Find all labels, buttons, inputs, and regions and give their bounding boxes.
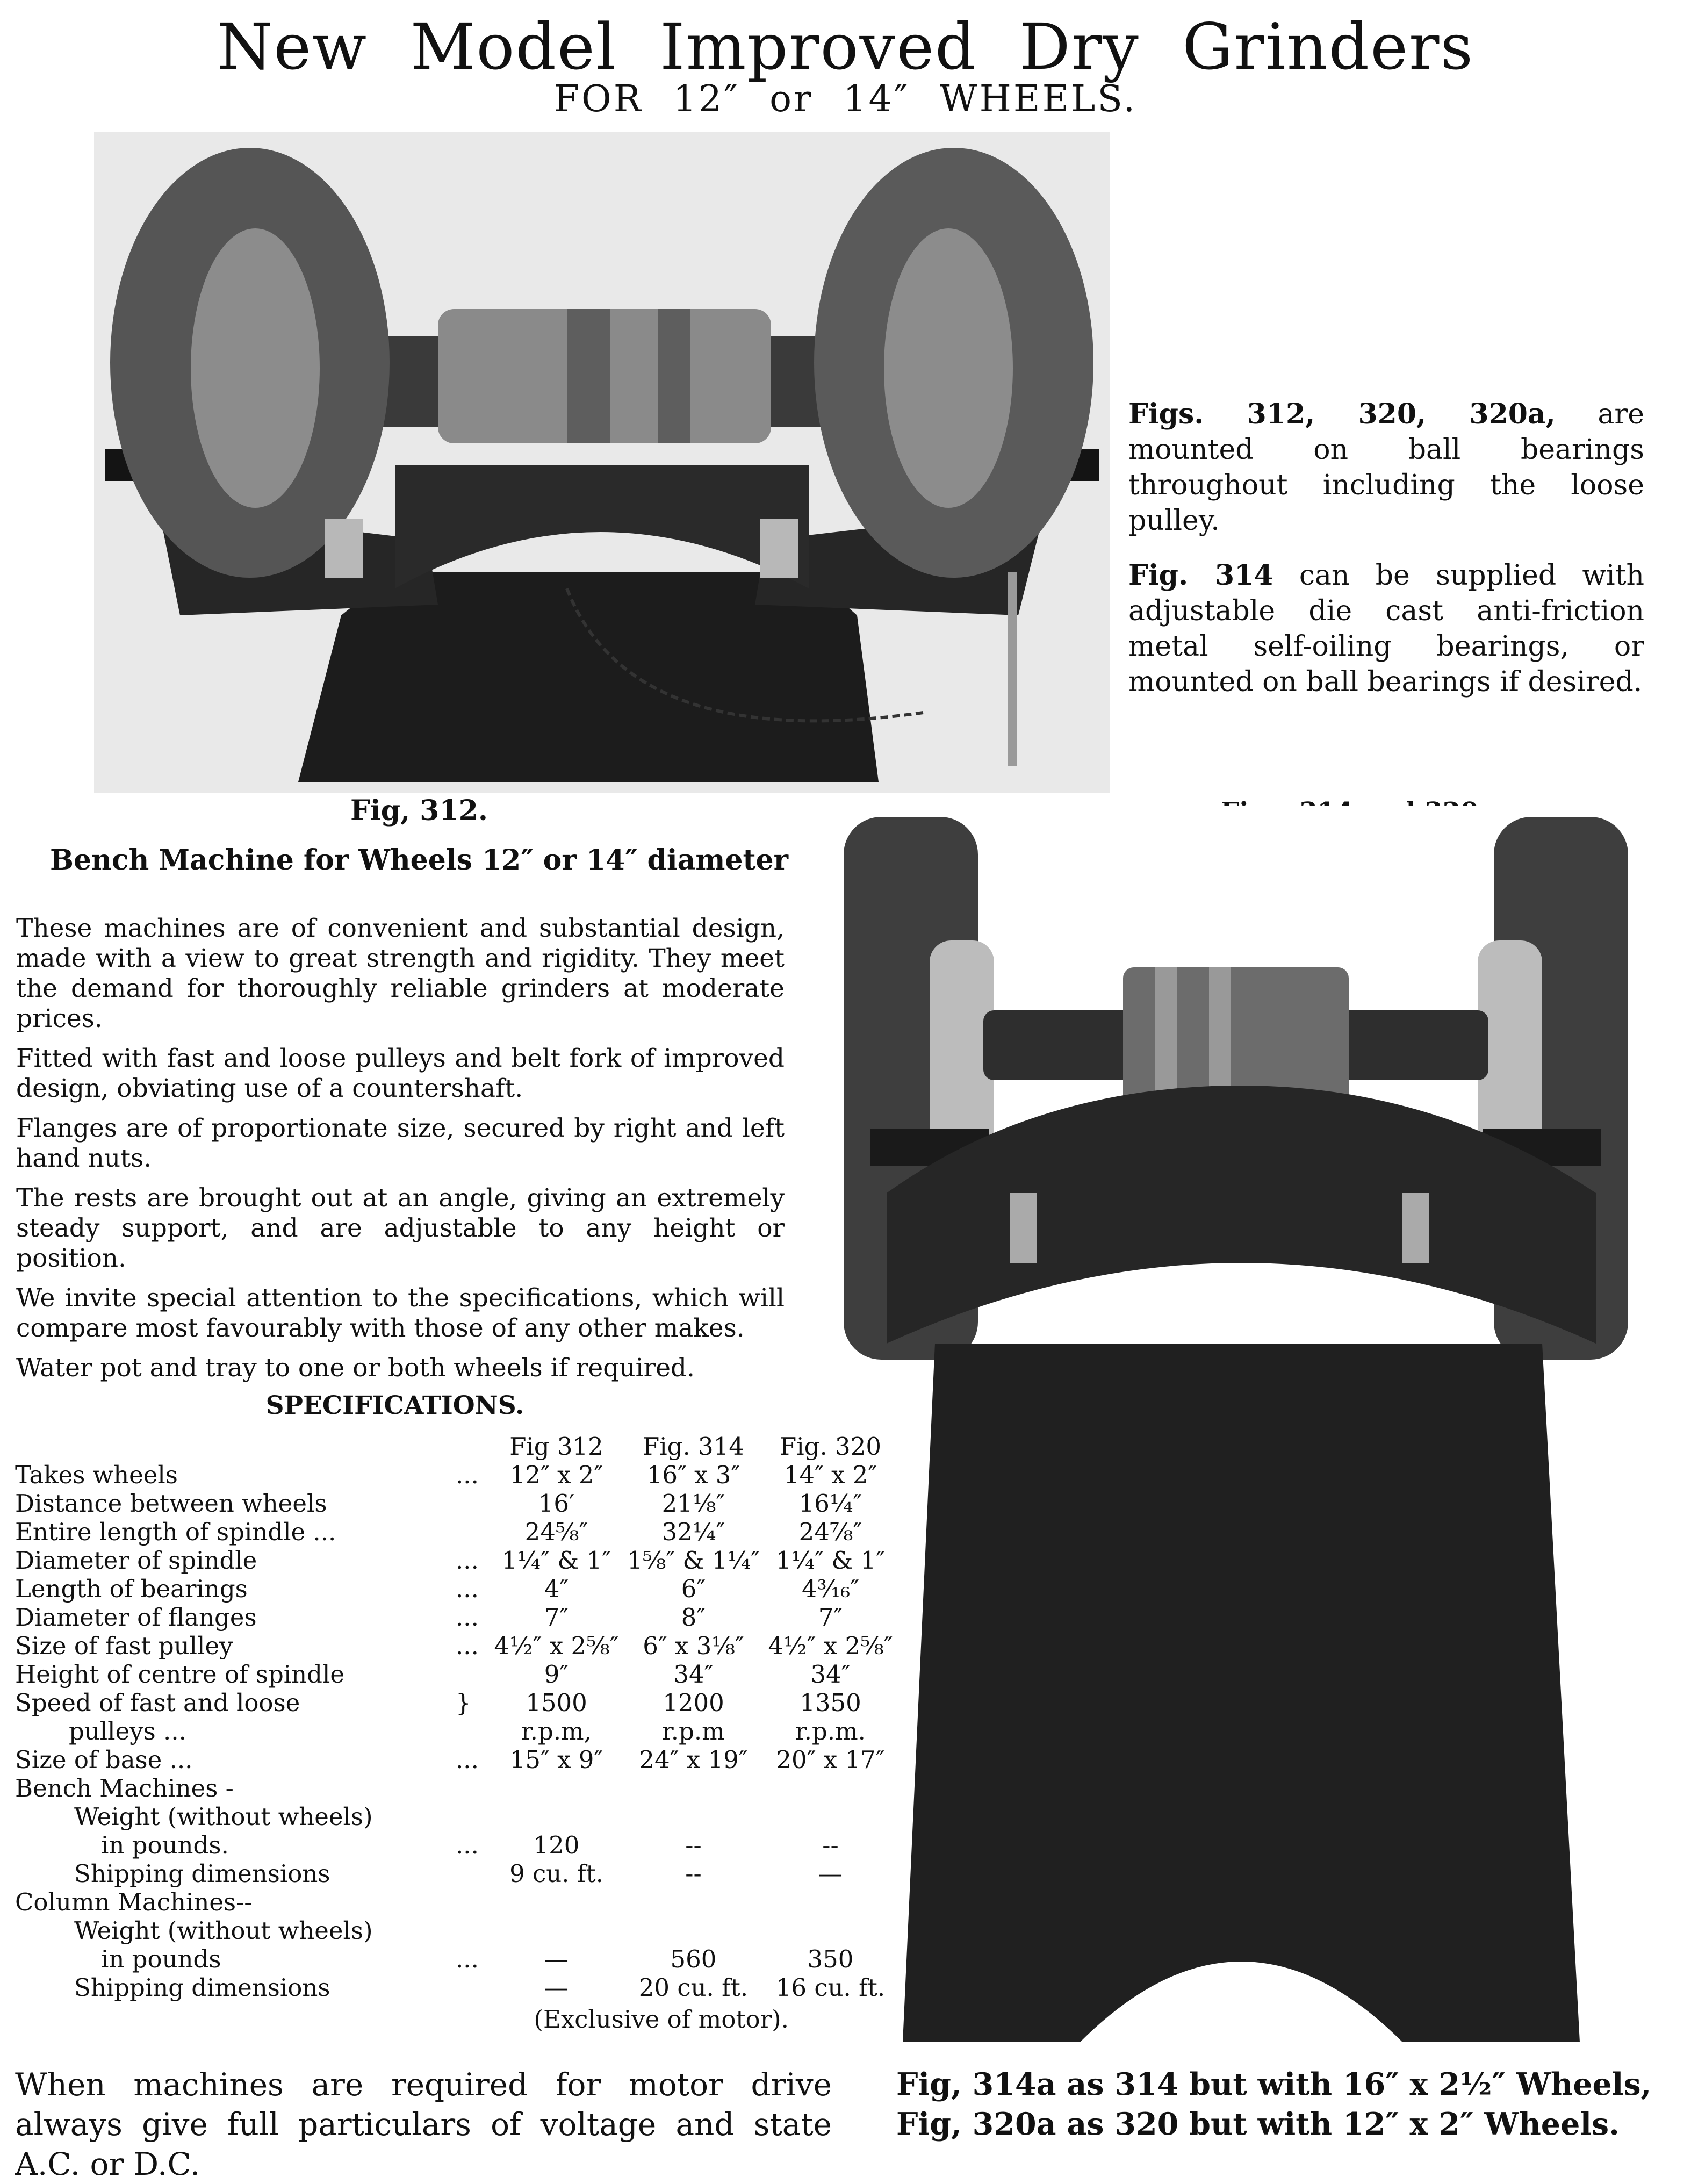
spec-cell — [762, 1802, 899, 1831]
spec-cell — [625, 1888, 762, 1916]
spec-cell: -- — [685, 1859, 702, 1888]
spec-row — [15, 1717, 899, 1745]
spec-row-label: Weight (without wheels) — [74, 1802, 373, 1831]
spec-cell — [488, 1888, 625, 1916]
spec-row-label: Shipping dimensions — [74, 1973, 330, 2002]
spec-row-dots — [456, 1973, 488, 2002]
spec-row-label: Height of centre of spindle — [15, 1660, 344, 1689]
spec-row — [15, 1603, 899, 1632]
spec-cell: 1⅝″ & 1¼″ — [627, 1546, 760, 1575]
spec-cell: 1500 — [526, 1689, 587, 1717]
spec-footnote: (Exclusive of motor). — [534, 2005, 789, 2034]
footer-fig-314a: Fig, 314a as 314 but with 16″ x 2½″ Wheels, — [896, 2066, 1652, 2102]
spec-cell — [488, 1916, 625, 1945]
spec-row — [15, 1745, 899, 1774]
spec-row — [15, 1888, 899, 1916]
spec-cell: 6″ x 3⅛″ — [643, 1632, 744, 1660]
spec-cell: r.p.m. — [795, 1717, 866, 1745]
spec-cell: 7″ — [818, 1603, 843, 1632]
spec-row-dots: ... — [456, 1546, 479, 1575]
spec-cell: 120 — [533, 1831, 580, 1859]
paragraph-2: Fitted with fast and loose pulleys and belt fork of improved design, obviating use of a countershaft. — [16, 1044, 785, 1103]
spec-row — [15, 1689, 899, 1717]
page-subtitle: FOR 12″ or 14″ WHEELS. — [553, 78, 1138, 120]
spec-row — [15, 1859, 899, 1888]
spec-row-label: in pounds. — [101, 1831, 229, 1859]
fig-312-description: Bench Machine for Wheels 12″ or 14″ diameter — [50, 844, 788, 877]
spec-row-dots: ... — [456, 1831, 479, 1859]
spec-cell: -- — [685, 1831, 702, 1859]
spec-cell: r.p.m, — [521, 1717, 592, 1745]
spec-cell: 16 cu. ft. — [775, 1973, 886, 2002]
spec-cell — [625, 1774, 762, 1802]
spec-row-label: Column Machines-- — [15, 1888, 253, 1916]
spec-row-label: Length of bearings — [15, 1575, 248, 1603]
spec-row-dots — [456, 1489, 488, 1518]
spec-cell: 24⅞″ — [798, 1518, 862, 1546]
spec-cell: 6″ — [681, 1575, 706, 1603]
spec-row-label: Distance between wheels — [15, 1489, 327, 1518]
spec-cell: 16″ x 3″ — [646, 1461, 740, 1489]
spec-row-label: Size of base ... — [15, 1745, 193, 1774]
note2-text: can be supplied with adjustable die cast anti-friction metal self-oiling bearings, or mounted on ball bearings if desired. — [1128, 559, 1644, 698]
spec-row — [15, 1632, 899, 1660]
spec-cell: r.p.m — [662, 1717, 725, 1745]
fig-312-photo — [94, 132, 1110, 793]
paragraph-6: Water pot and tray to one or both wheels if required. — [16, 1353, 695, 1383]
spec-row-dots — [456, 1660, 488, 1689]
spec-cell: 24″ x 19″ — [639, 1745, 748, 1774]
note-ball-bearings — [1128, 397, 1644, 538]
spec-cell: 21⅛″ — [661, 1489, 725, 1518]
spec-header-row — [15, 1432, 899, 1461]
spec-cell: 1200 — [663, 1689, 724, 1717]
spec-cell — [625, 1916, 762, 1945]
spec-col-fig312: Fig 312 — [509, 1432, 603, 1461]
spec-cell: — — [544, 1945, 569, 1973]
spec-row — [15, 1660, 899, 1689]
spec-row-dots — [456, 1859, 488, 1888]
spec-row — [15, 1945, 899, 1973]
fig-314-photo — [822, 806, 1666, 2048]
spec-row-label: Diameter of flanges — [15, 1603, 257, 1632]
spec-cell — [488, 1774, 625, 1802]
spec-row-dots — [456, 1888, 488, 1916]
spec-row-dots — [456, 1916, 488, 1945]
spec-col-fig320: Fig. 320 — [780, 1432, 881, 1461]
spec-row — [15, 1518, 899, 1546]
spec-cell: 9″ — [544, 1660, 569, 1689]
paragraph-4: The rests are brought out at an angle, giving an extremely steady support, and are adjustable to any height or position. — [16, 1183, 785, 1273]
note2-fig: Fig. 314 — [1128, 559, 1273, 592]
spec-row-label: Bench Machines - — [15, 1774, 234, 1802]
spec-cell: — — [544, 1973, 569, 2002]
spec-row — [15, 1831, 899, 1859]
note1-figs: Figs. 312, 320, 320a, — [1128, 398, 1556, 430]
footer-motor-drive-note: When machines are required for motor drive always give full particulars of voltage and state A.C. or D.C. — [15, 2066, 832, 2182]
spec-row-label: Speed of fast and loose — [15, 1689, 300, 1717]
spec-cell — [488, 1802, 625, 1831]
footer-fig-320a: Fig, 320a as 320 but with 12″ x 2″ Wheels. — [896, 2106, 1620, 2142]
spec-row-label: Shipping dimensions — [74, 1859, 330, 1888]
spec-row-label: Takes wheels — [15, 1461, 178, 1489]
spec-cell — [762, 1888, 899, 1916]
spec-cell: 16¼″ — [798, 1489, 862, 1518]
spec-row-dots — [456, 1518, 488, 1546]
fig-312-caption: Fig, 312. — [350, 794, 488, 827]
spec-row — [15, 1546, 899, 1575]
specifications-table — [15, 1432, 899, 2002]
spec-row — [15, 1774, 899, 1802]
spec-row-dots: ... — [456, 1575, 479, 1603]
spec-row — [15, 1461, 899, 1489]
spec-cell — [625, 1802, 762, 1831]
paragraph-5: We invite special attention to the specifications, which will compare most favourably with those of any other makes. — [16, 1283, 785, 1343]
specifications-title: SPECIFICATIONS. — [265, 1391, 524, 1420]
spec-row — [15, 1575, 899, 1603]
note-fig-314-bearings — [1128, 558, 1644, 700]
spec-cell: 350 — [807, 1945, 854, 1973]
spec-row-dots: ... — [456, 1632, 479, 1660]
spec-cell: 1350 — [800, 1689, 861, 1717]
spec-cell: 8″ — [681, 1603, 706, 1632]
spec-row — [15, 1802, 899, 1831]
spec-row — [15, 1973, 899, 2002]
spec-cell — [762, 1916, 899, 1945]
spec-cell: 4½″ x 2⅝″ — [768, 1632, 893, 1660]
spec-row-dots: ... — [456, 1461, 479, 1489]
spec-cell: 15″ x 9″ — [509, 1745, 603, 1774]
spec-col-fig314: Fig. 314 — [643, 1432, 744, 1461]
spec-row-label: Entire length of spindle ... — [15, 1518, 336, 1546]
page-title: New Model Improved Dry Grinders — [217, 10, 1474, 84]
spec-cell: 24⅝″ — [524, 1518, 588, 1546]
spec-row-dots: } — [456, 1689, 471, 1717]
spec-row-label: in pounds — [101, 1945, 221, 1973]
spec-cell: 34″ — [810, 1660, 851, 1689]
spec-row-label: pulleys ... — [69, 1717, 186, 1745]
spec-row-dots — [456, 1802, 488, 1831]
spec-cell: 4½″ x 2⅝″ — [494, 1632, 619, 1660]
paragraph-3: Flanges are of proportionate size, secured by right and left hand nuts. — [16, 1113, 785, 1173]
spec-row-dots — [456, 1717, 488, 1745]
spec-cell: 20 cu. ft. — [638, 1973, 749, 2002]
spec-cell — [762, 1774, 899, 1802]
spec-cell: 4³⁄₁₆″ — [801, 1575, 860, 1603]
spec-cell: 9 cu. ft. — [509, 1859, 603, 1888]
spec-cell: — — [818, 1859, 843, 1888]
spec-cell: 1¼″ & 1″ — [501, 1546, 611, 1575]
spec-cell: 16′ — [538, 1489, 575, 1518]
spec-cell: 12″ x 2″ — [509, 1461, 603, 1489]
spec-cell: 560 — [670, 1945, 717, 1973]
spec-row-label: Diameter of spindle — [15, 1546, 257, 1575]
spec-cell: 20″ x 17″ — [776, 1745, 885, 1774]
spec-cell: 7″ — [544, 1603, 569, 1632]
spec-row-dots: ... — [456, 1945, 479, 1973]
spec-cell: 14″ x 2″ — [783, 1461, 877, 1489]
spec-cell: 34″ — [673, 1660, 714, 1689]
spec-row — [15, 1489, 899, 1518]
spec-cell: -- — [822, 1831, 839, 1859]
spec-cell: 1¼″ & 1″ — [775, 1546, 886, 1575]
spec-row-label: Weight (without wheels) — [74, 1916, 373, 1945]
spec-row-dots: ... — [456, 1745, 479, 1774]
spec-row-label: Size of fast pulley — [15, 1632, 233, 1660]
spec-cell: 4″ — [544, 1575, 569, 1603]
spec-cell: 32¼″ — [661, 1518, 725, 1546]
note1-text: are mounted on ball bearings throughout including the loose pulley. — [1128, 398, 1644, 537]
spec-row-dots — [456, 1774, 488, 1802]
spec-row-dots: ... — [456, 1603, 479, 1632]
spec-row — [15, 1916, 899, 1945]
paragraph-1: These machines are of convenient and substantial design, made with a view to great strength and rigidity. They meet the demand for thoroughly reliable grinders at moderate prices. — [16, 914, 785, 1033]
